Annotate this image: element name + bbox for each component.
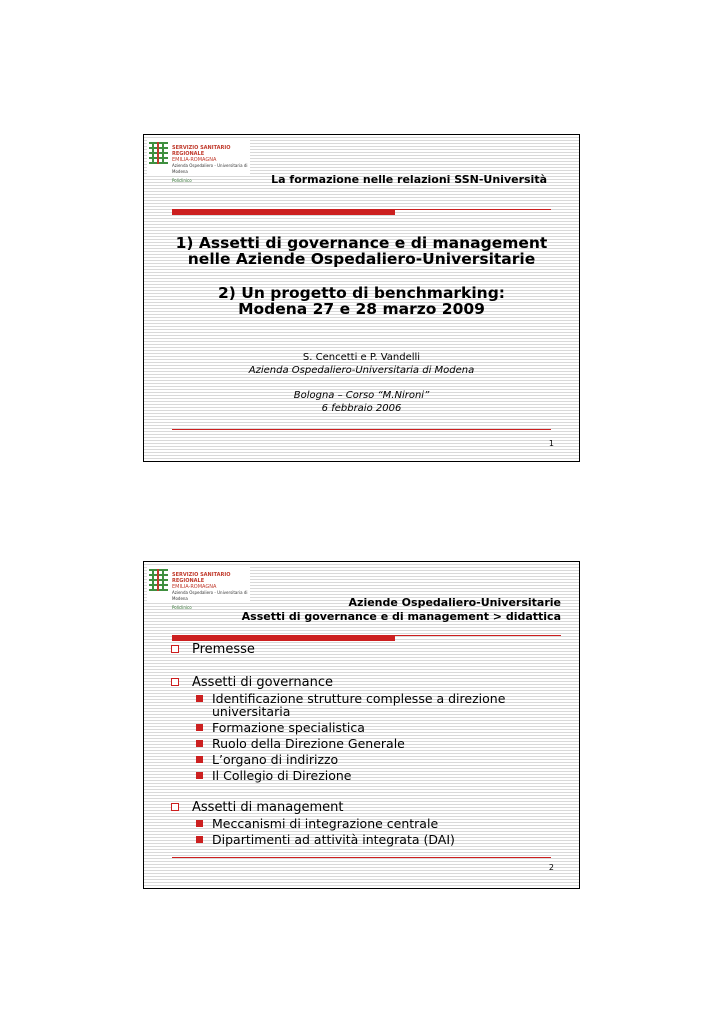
filled-square-bullet-icon [196,740,203,747]
sub-list-item [170,769,570,782]
list-item-label: Assetti di governance [192,675,333,690]
slide-header [242,596,561,624]
page-number: 1 [548,439,554,448]
sub-list-item [170,737,570,750]
title-2-line-1: 2) Un progetto di benchmarking: [217,284,505,302]
header-divider-thick [172,636,395,641]
page-number: 2 [548,863,554,872]
sub-list-item-label: Il Collegio di Direzione [212,768,352,783]
filled-square-bullet-icon [196,820,203,827]
title-1-line-2: nelle Aziende Ospedaliero-Universitarie [187,250,536,268]
logo [147,138,250,183]
slide-title-1 [144,235,579,267]
footer-divider [172,429,551,430]
logo-line-2: EMILIA-ROMAGNA [172,157,217,163]
square-bullet-icon [171,803,179,811]
list-item [170,642,570,657]
author-names: S. Cencetti e P. Vandelli [302,352,421,363]
author-affiliation: Azienda Ospedaliero-Universitaria di Modena [248,365,475,376]
title-1-line-1: 1) Assetti di governance e di management [175,234,548,252]
logo-line-1: SERVIZIO SANITARIO REGIONALE [172,572,231,584]
filled-square-bullet-icon [196,836,203,843]
list-item-label: Assetti di management [192,800,344,815]
filled-square-bullet-icon [196,724,203,731]
logo-line-4: Policlinico [172,605,192,610]
header-line-2: Assetti di governance e di management > didattica [241,610,561,623]
square-bullet-icon [171,678,179,686]
sub-list-item [170,721,570,734]
event-date: 6 febbraio 2006 [321,403,402,414]
filled-square-bullet-icon [196,772,203,779]
sub-list-item-label: Meccanismi di integrazione centrale [212,816,439,831]
list-item [170,675,570,690]
title-2-line-2: Modena 27 e 28 marzo 2009 [238,300,485,318]
logo-grid-icon [149,142,168,166]
header-divider-thick [172,210,395,215]
slide-1 [143,134,580,462]
sub-list-item [170,692,570,718]
filled-square-bullet-icon [196,756,203,763]
sub-list-item [170,833,570,846]
sub-list-item-label: Dipartimenti ad attività integrata (DAI) [212,832,455,847]
list-item [170,800,570,815]
square-bullet-icon [171,645,179,653]
logo [147,565,250,610]
logo-grid-icon [149,569,168,593]
sub-list-item [170,753,570,766]
author-block [144,351,579,377]
slide-2 [143,561,580,889]
sub-list-item [170,817,570,830]
sub-list-item-label: Ruolo della Direzione Generale [212,736,405,751]
header-line-1: Aziende Ospedaliero-Universitarie [348,596,561,609]
sub-list-item-label: Identificazione strutture complesse a direzione universitaria [212,691,506,719]
logo-line-3: Azienda Ospedaliero - Universitaria di Modena [172,163,248,174]
logo-line-4: Policlinico [172,178,192,183]
sub-list-item-label: Formazione specialistica [212,720,365,735]
slide-title-2 [144,285,579,317]
event-name: Bologna – Corso “M.Nironi” [293,390,430,401]
slide-header: La formazione nelle relazioni SSN-Università [271,173,547,186]
footer-divider [172,857,551,858]
filled-square-bullet-icon [196,695,203,702]
logo-line-3: Azienda Ospedaliero - Universitaria di Modena [172,590,248,601]
logo-line-1: SERVIZIO SANITARIO REGIONALE [172,145,231,157]
sub-list-item-label: L’organo di indirizzo [212,752,339,767]
list-item-label: Premesse [192,642,255,657]
bullet-list [170,642,570,846]
logo-line-2: EMILIA-ROMAGNA [172,584,217,590]
event-block [144,389,579,415]
